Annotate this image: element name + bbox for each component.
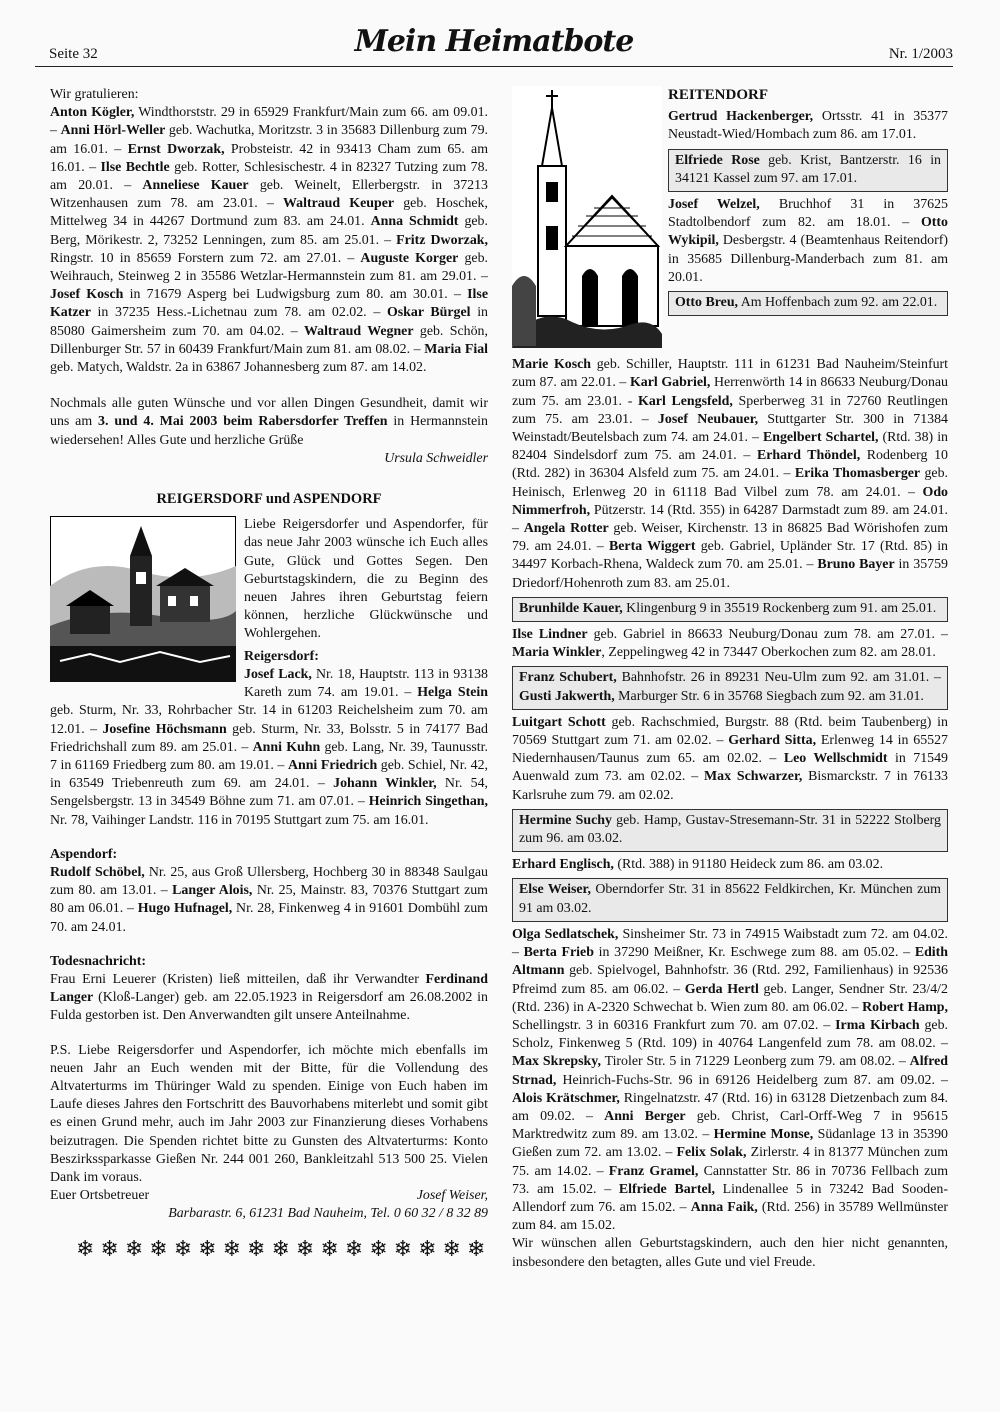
person-details: Marburger Str. 6 in 35768 Siegbach zum 92. am 31.01. bbox=[614, 688, 924, 704]
person-details: geb. Hamp, Gustav-Stresemann-Str. 31 in 52222 Stolberg zum 96. am 03.02. bbox=[519, 812, 942, 847]
reigersdorf-label: Reigersdorf: bbox=[244, 648, 319, 664]
person-details: Ortsstr. 41 in 35377 Neustadt-Wied/Hombach zum 86. am 17.01. bbox=[668, 109, 948, 143]
person-details: in 71549 Auenwald zum 73. am 02.02. – bbox=[512, 751, 948, 785]
person-details: Nr. 28, Finkenweg 4 in 91601 Dombühl zum 70. am 24.01. bbox=[50, 901, 488, 935]
person-details: geb. Matych, Waldstr. 2a in 63867 Johannesberg zum 87. am 14.02. bbox=[50, 360, 427, 376]
reitendorf-p4 bbox=[512, 626, 948, 662]
person-details: Lindenallee 5 in 73242 Bad Sooden-Allendorf zum 76. am 15.02. – bbox=[512, 1181, 948, 1215]
person-name: Ilse Lindner bbox=[512, 627, 588, 643]
person-details: Nr. 25, Mainstr. 83, 70376 Stuttgart zum 80 am 06.01. – bbox=[50, 883, 488, 917]
person-details: geb. Weihrauch, Steinweg 2 in 35586 Wetzlar-Hermannstein zum 81. am 29.01. – bbox=[50, 250, 488, 285]
person-details: Nr. 25, aus Groß Ullersberg, Hochberg 30 in 88348 Saulgau zum 80. am 13.01. – bbox=[50, 864, 489, 899]
person-details: Zirlerstr. 4 in 81377 München zum 75. am 14.02. – bbox=[512, 1145, 948, 1179]
person-name: Berta Frieb bbox=[523, 945, 594, 961]
person-details: geb. Sturm, Nr. 33, Bolsstr. 5 in 74177 Bad Friedrichshall zum 89. am 25.01. – bbox=[50, 721, 488, 755]
person-details: geb. Heinisch, Erlenweg 20 in 61118 Bad Vilbel zum 78. am 24.01. – bbox=[512, 466, 948, 500]
highlight-box-2 bbox=[668, 291, 948, 316]
person-details: Ringelnatzstr. 47 (Rtd. 16) in 63128 Dietzenbach zum 84. am 09.02. – bbox=[512, 1090, 948, 1124]
person-details: Herrenwörth 14 in 86633 Neuburg/Donau zum 75. am 23.01. - bbox=[512, 375, 948, 409]
person-name: Anni Kuhn bbox=[252, 739, 321, 755]
highlight-box-4 bbox=[512, 666, 948, 709]
person-name: Anna Faik, bbox=[690, 1199, 758, 1215]
person-name: Maria Fial bbox=[424, 341, 488, 357]
person-details: Nr. 78, Vaihinger Landstr. 116 in 70195 Stuttgart zum 75. am 16.01. bbox=[50, 812, 429, 828]
person-name: Max Skrepsky, bbox=[512, 1054, 601, 1070]
person-name: Olga Sedlatschek, bbox=[512, 926, 619, 942]
person-details: Schellingstr. 3 in 60316 Frankfurt zum 70. am 07.02. – bbox=[512, 1017, 836, 1033]
person-name: Johann Winkler, bbox=[333, 776, 437, 792]
person-name: Heinrich Singethan, bbox=[368, 794, 489, 810]
highlight-box-1 bbox=[668, 149, 948, 192]
person-details: Nr. 18, Hauptstr. 113 in 93138 Kareth zum 74. am 19.01. – bbox=[244, 666, 488, 701]
person-name: Hermine Suchy bbox=[519, 812, 612, 828]
person-name: Alfred Strnad, bbox=[512, 1054, 948, 1088]
ps-paragraph: P.S. Liebe Reigersdorfer und Aspendorfer, ich möchte mich ebenfalls im neuen Jahr an Euch wenden mit der Bitte, für die Vollendung des Altvaterturms im Thüringer Wald zu spenden. Einige von Euch haben im Laufe dieses Jahres den Fortschritt des Bauvorhabens miterlebt und somit gibt es einen Grund mehr, auch im Jahr 2003 zur Finanzierung dieses Vorhabens beizutragen. Die Spenden richtet bitte zu Gunsten des Altvaterturms: Konto Beszirkssparkasse Gießen Nr. 244 001 260, Bankleitzahl 513 500 25. Vielen Dank im voraus. bbox=[50, 1042, 488, 1185]
closing-wishes: Wir wünschen allen Geburtstagskindern, auch den hier nicht genannten, insbesondere den betagten, alles Gute und viel Freude. bbox=[512, 1236, 948, 1270]
wishes-paragraph: Nochmals alle guten Wünsche und vor allen Dingen Gesundheit, damit wir uns am 3. und 4. Mai 2003 beim Rabersdorfer Treffen in Hermannstein wiedersehen! Alles Gute und herzliche Grüße bbox=[50, 396, 488, 448]
page-header bbox=[35, 18, 953, 68]
person-name: Odo Nimmerfroh, bbox=[512, 484, 948, 518]
person-name: Josef Lack, bbox=[244, 666, 312, 682]
person-details: Oberndorfer Str. 31 in 85622 Feldkirchen, Kr. München zum 91 am 03.02. bbox=[519, 882, 941, 916]
death-notice: Frau Erni Leuerer (Kristen) ließ mitteilen, daß ihr Verwandter Ferdinand Langer (Kloß-Langer) geb. am 22.05.1923 in Reigersdorf am 26.08.2002 in Fulda gestorben ist. Den Anverwandten gilt unsere Anteilnahme. bbox=[50, 971, 488, 1024]
church-illustration bbox=[512, 86, 662, 354]
person-name: Leo Wellschmidt bbox=[783, 751, 888, 767]
person-details: in 37290 Meißner, Kr. Eschwege zum 88. am 05.02. – bbox=[593, 945, 915, 961]
person-name: Alois Krätschmer, bbox=[512, 1090, 620, 1106]
person-name: Ilse Bechtle bbox=[100, 159, 170, 175]
person-name: Otto Breu, bbox=[675, 295, 739, 311]
person-name: Elfriede Rose bbox=[675, 152, 760, 168]
masthead-logo: Mein Heimatbote bbox=[354, 24, 634, 59]
person-name: Anni Berger bbox=[604, 1108, 686, 1124]
person-name: Anni Friedrich bbox=[287, 757, 378, 773]
person-name: Erhard Thöndel, bbox=[756, 448, 861, 464]
person-details: Sperberweg 31 in 72760 Reutlingen zum 75. am 23.01. – bbox=[512, 393, 948, 427]
aspendorf-list bbox=[50, 864, 488, 937]
person-details: Cannstatter Str. 86 in 70736 Fellbach zum 73. am 15.02. – bbox=[512, 1163, 948, 1197]
death-notice-label: Todesnachricht: bbox=[50, 953, 146, 969]
person-name: Josef Welzel, bbox=[668, 197, 760, 213]
person-name: Oskar Bürgel bbox=[386, 305, 471, 321]
signoff: Euer Ortsbetreuer Josef Weiser, bbox=[50, 1188, 488, 1204]
person-name: Gerhard Sitta, bbox=[728, 733, 817, 749]
person-name: Anna Schmidt bbox=[370, 214, 459, 230]
person-name: Anneliese Kauer bbox=[142, 178, 249, 194]
person-name: Helga Stein bbox=[417, 685, 488, 701]
person-name: Bruno Bayer bbox=[817, 557, 895, 573]
person-name: Anton Kögler, bbox=[50, 105, 135, 121]
person-details: Südanlage 13 in 35390 Gießen zum 72. am 13.02. – bbox=[512, 1127, 948, 1161]
person-name: Karl Lengsfeld, bbox=[638, 393, 733, 409]
person-details: geb. Langer, Sendner Str. 23/4/2 (Rtd. 236) in A-2320 Schwechat b. Wien zum 80. am 06.02. – bbox=[512, 981, 948, 1015]
person-details: geb. Spielvogel, Bahnhofstr. 36 (Rtd. 292, Familienhaus) in 92536 Pfreimd zum 85. am 06.02. – bbox=[512, 963, 948, 997]
person-details: Stuttgarter Str. 300 in 71384 Weinstadt/Beutelsbach zum 74. am 24.01. – bbox=[512, 411, 948, 446]
person-details: geb. Weiser, Kirchenstr. 13 in 86825 Bad Wörishofen zum 79. am 24.01. – bbox=[512, 521, 948, 555]
person-details: geb. Hoschek, Mittelweg 34 in 44267 Dortmund zum 83. am 24.01. bbox=[50, 196, 488, 230]
person-name: Berta Wiggert bbox=[608, 539, 696, 555]
intro-label: Wir gratulieren: bbox=[50, 87, 139, 102]
person-name: Elfriede Bartel, bbox=[618, 1181, 715, 1197]
person-details: geb. Weinelt, Ellerbergstr. in 37213 Witzenhausen zum 78. am 23.01. – bbox=[50, 178, 488, 212]
person-name: Felix Solak, bbox=[676, 1145, 747, 1161]
highlight-box-6 bbox=[512, 878, 948, 921]
reigersdorf-intro: Liebe Reigersdorfer und Aspendorfer, für das neue Jahr 2003 wünsche ich Euch alles Gute, Glück und Gottes Segen. Den Geburtstagskindern, die zu Beginn des neuen Jahres ihren Geburtstag feiern können, herzliche Glückwünsche und Wohlergehen. bbox=[244, 517, 488, 642]
person-details: geb. Wachutka, Moritzstr. 3 in 35683 Dillenburg zum 79. am 16.01. – bbox=[50, 123, 488, 157]
person-name: Angela Rotter bbox=[523, 521, 609, 537]
person-details: Desbergstr. 4 (Beamtenhaus Reitendorf) in 35685 Dillenburg-Manderbach zum 81. am 20.01. bbox=[668, 233, 948, 285]
highlight-box-5 bbox=[512, 809, 948, 852]
person-name: Erika Thomasberger bbox=[794, 466, 921, 482]
person-details: Windthorststr. 29 in 65929 Frankfurt/Main zum 66. am 09.01. – bbox=[50, 105, 488, 139]
person-details: geb. Scholz, Finkenweg 5 (Rtd. 109) in 40764 Langenfeld zum 78. am 08.02. – bbox=[512, 1017, 948, 1052]
page-number: Seite 32 bbox=[49, 46, 98, 62]
person-name: Edith Altmann bbox=[512, 945, 949, 979]
person-name: Ernst Dworzak, bbox=[127, 141, 225, 157]
person-name: Hermine Monse, bbox=[713, 1127, 814, 1143]
person-details: in 35759 Driedorf/Hohenroth zum 83. am 25.01. bbox=[512, 557, 948, 591]
person-name: Ilse Katzer bbox=[50, 287, 488, 321]
person-name: Waltraud Wegner bbox=[304, 323, 414, 339]
person-name: Hugo Hufnagel, bbox=[137, 901, 233, 917]
person-details: geb. Schiel, Nr. 42, in 63549 Triebenreuth zum 69. am 24.01. – bbox=[50, 757, 488, 792]
person-name: Max Schwarzer, bbox=[704, 769, 803, 785]
person-details: Erlenweg 14 in 65527 Niedernhausen/Taunus zum 65. am 02.02. – bbox=[512, 733, 948, 767]
person-name: Marie Kosch bbox=[512, 357, 592, 373]
person-details: (Rtd. 38) in 82404 Sindelsdorf zum 75. am 24.01. – bbox=[512, 430, 948, 464]
person-details: , Zeppelingweg 42 in 73447 Oberkochen zum 82. am 28.01. bbox=[601, 645, 936, 661]
person-details: Bismarckstr. 7 in 76133 Karlsruhe zum 79. am 02.02. bbox=[512, 769, 948, 803]
section-title-reitendorf: REITENDORF bbox=[668, 87, 769, 103]
person-details: geb. Schiller, Hauptstr. 111 in 61231 Bad Nauheim/Steinfurt zum 87. am 22.01. – bbox=[512, 357, 949, 391]
person-details: geb. Gabriel in 86633 Neuburg/Donau zum 78. am 27.01. – bbox=[587, 627, 948, 643]
person-details: geb. Lang, Nr. 39, Taunusstr. 7 in 61169 Friedberg zum 80. am 19.01. – bbox=[50, 739, 488, 773]
person-details: Klingenburg 9 in 35519 Rockenberg zum 91. am 25.01. bbox=[622, 600, 937, 616]
person-name: Gerda Hertl bbox=[684, 981, 759, 997]
person-details: geb. Rachschmied, Burgstr. 88 (Rtd. beim Taubenberg) in 70569 Stuttgart zum 71. am 02.02. – bbox=[512, 714, 948, 749]
reigersdorf-list bbox=[50, 666, 488, 830]
signoff-address: Barbarastr. 6, 61231 Bad Nauheim, Tel. 0 60 32 / 8 32 89 bbox=[168, 1206, 488, 1222]
person-name: Franz Schubert, bbox=[519, 670, 617, 686]
person-details: Probsteistr. 42 in 93413 Cham zum 65. am 16.01. – bbox=[50, 141, 488, 175]
person-details: Nr. 54, Sengelsbergstr. 13 in 34549 Böhne zum 71. am 07.01. – bbox=[50, 776, 488, 810]
person-name: Irma Kirbach bbox=[835, 1017, 920, 1033]
person-name: Auguste Korger bbox=[360, 250, 459, 266]
left-column bbox=[50, 86, 492, 1261]
person-details: in 85080 Gaimersheim zum 70. am 04.02. – bbox=[50, 305, 488, 339]
village-illustration bbox=[50, 516, 236, 688]
reitendorf-p7 bbox=[512, 926, 948, 1235]
person-name: Rudolf Schöbel, bbox=[50, 864, 145, 880]
person-name: Josef Neubauer, bbox=[657, 411, 759, 427]
person-details: Sinsheimer Str. 73 in 74915 Waibstadt zum 72. am 04.02. – bbox=[512, 926, 949, 961]
person-details: geb. Rotter, Schlesischestr. 4 in 82327 Tutzing zum 78. am 20.01. – bbox=[50, 159, 488, 194]
person-name: Erhard Englisch, bbox=[512, 857, 614, 873]
reitendorf-p6 bbox=[512, 856, 948, 874]
reitendorf-p5 bbox=[512, 714, 948, 805]
person-name: Maria Winkler bbox=[512, 645, 602, 661]
person-details: geb. Berg, Mörikestr. 2, 73252 Lenningen, zum 85. am 25.01. – bbox=[50, 214, 488, 248]
person-name: Luitgart Schott bbox=[512, 714, 606, 730]
person-details: Ringstr. 10 in 85659 Forstern zum 72. am 27.01. – bbox=[50, 250, 361, 266]
snowflake-divider: ❄❄❄❄❄❄❄❄❄❄❄❄❄❄❄❄❄ bbox=[76, 1235, 492, 1261]
person-name: Waltraud Keuper bbox=[283, 196, 395, 212]
right-column bbox=[512, 86, 948, 1272]
issue-number: Nr. 1/2003 bbox=[888, 46, 953, 62]
person-name: Josef Kosch bbox=[50, 287, 124, 303]
person-name: Engelbert Schartel, bbox=[762, 430, 879, 446]
header-rule bbox=[35, 66, 953, 67]
person-details: Tiroler Str. 5 in 71229 Leonberg zum 79. am 08.02. – bbox=[600, 1054, 910, 1070]
highlight-box-3 bbox=[512, 597, 948, 622]
person-name: Karl Gabriel, bbox=[629, 375, 711, 391]
person-name: Langer Alois, bbox=[172, 883, 253, 899]
person-details: geb. Krist, Bantzerstr. 16 in 34121 Kassel zum 97. am 17.01. bbox=[675, 152, 941, 186]
person-details: Bruchhof 31 in 37625 Stadtolbendorf zum 82. am 18.01. – bbox=[668, 197, 949, 231]
person-name: Robert Hamp, bbox=[862, 999, 948, 1015]
person-name: Fritz Dworzak, bbox=[396, 232, 488, 248]
aspendorf-label: Aspendorf: bbox=[50, 846, 118, 862]
person-details: Heinrich-Fuchs-Str. 96 in 69126 Heidelberg zum 87. am 09.02. – bbox=[556, 1072, 948, 1088]
person-details: (Rtd. 388) in 91180 Heideck zum 86. am 03.02. bbox=[613, 857, 884, 873]
person-details: (Rtd. 256) in 35789 Wellmünster zum 84. am 15.02. bbox=[512, 1199, 949, 1234]
person-name: Anni Hörl-Weller bbox=[60, 123, 166, 139]
section-title-reigersdorf: REIGERSDORF und ASPENDORF bbox=[156, 491, 382, 508]
person-details: in 37235 Hess.-Lichetnau zum 78. am 02.02. – bbox=[90, 305, 387, 321]
person-name: Else Weiser, bbox=[519, 882, 591, 898]
person-details: geb. Gabriel, Upländer Str. 17 (Rtd. 85) in 34497 Korbach-Rhena, Waldeck zum 70. am 25.01. – bbox=[512, 539, 948, 573]
person-details: geb. Sturm, Nr. 33, Rohrbacher Str. 14 in 61203 Reichelsheim zum 70. am 12.01. – bbox=[50, 703, 488, 737]
person-name: Franz Gramel, bbox=[608, 1163, 699, 1179]
person-name: Brunhilde Kauer, bbox=[519, 600, 623, 616]
person-details: geb. Christ, Carl-Orff-Weg 7 in 95615 Marktredwitz zum 89. am 13.02. – bbox=[512, 1108, 948, 1143]
person-details: Bahnhofstr. 26 in 89231 Neu-Ulm zum 92. am 31.01. – bbox=[616, 670, 941, 686]
person-name: Gusti Jakwerth, bbox=[519, 688, 615, 704]
person-details: Rodenberg 10 (Rtd. 282) in 36304 Alsfeld zum 75. am 24.01. – bbox=[512, 448, 948, 482]
person-details: Am Hoffenbach zum 92. am 22.01. bbox=[738, 295, 938, 311]
person-name: Josefine Höchsmann bbox=[102, 721, 227, 737]
person-name: Gertrud Hackenberger, bbox=[668, 109, 814, 125]
person-name: Otto Wykipil, bbox=[668, 215, 948, 249]
congrats-list bbox=[50, 104, 488, 377]
reitendorf-p3 bbox=[512, 356, 948, 593]
person-details: Pützerstr. 14 (Rtd. 355) in 64287 Darmstadt zum 89. am 24.01. – bbox=[512, 502, 948, 537]
person-details: in 71679 Asperg bei Ludwigsburg zum 80. am 30.01. – bbox=[123, 287, 468, 303]
person-details: geb. Schön, Dillenburger Str. 57 in 60439 Frankfurt/Main zum 81. am 08.02. – bbox=[50, 323, 488, 357]
wishes-signature: Ursula Schweidler bbox=[384, 450, 488, 466]
